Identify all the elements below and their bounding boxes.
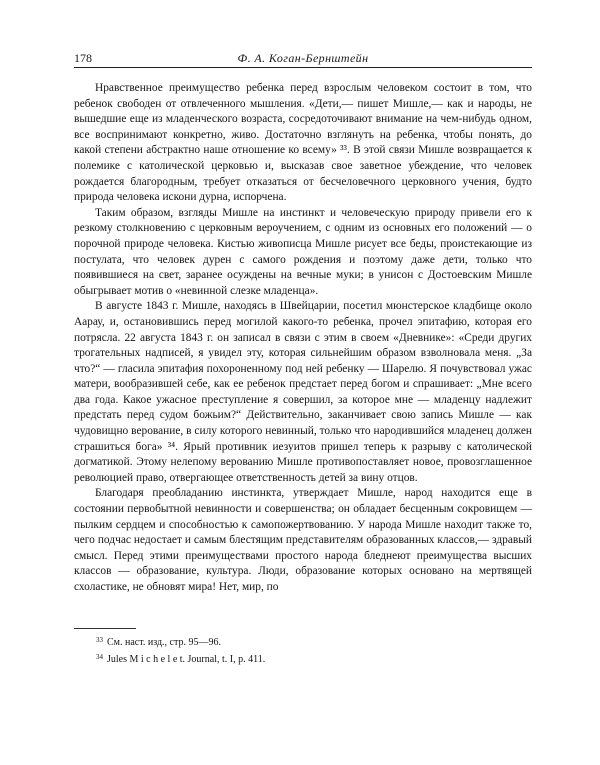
page-header: [74, 51, 532, 67]
page-number: 178: [74, 51, 92, 65]
footnotes: [96, 633, 516, 667]
paragraph: Благодаря преобладанию инстинкта, утверждает Мишле, народ находится еще в состоянии первобытной невинности и совершенства; он обладает бесценным сокровищем — пылким сердцем и способностью к самопожертвованию. У народа Мишле находит также то, чего подчас недостает и самым блестящим представителям образованных классов,— здравый смысл. Перед этими преимуществами простого народа бледнеют преимущества высших классов — образование, культура. Люди, образование которых основано на мертвящей схоластике, не обновят мира! Нет, мир, по: [74, 487, 532, 593]
footnote-mark: 33: [96, 636, 103, 644]
paragraph: Таким образом, взгляды Мишле на инстинкт и человеческую природу привели его к резкому столкновению с церковным вероучением, с одним из основных его положений — о порочной природе человека. Кистью живописца Мишле рисует все беды, проистекающие из постулата, что человек дурен с самого рождения и поэтому даже дети, только что появившиеся на свет, заранее осуждены на вечные муки; в унисон с Достоевским Мишле обыгрывает мотив о «невинной слезке младенца».: [74, 206, 532, 297]
footnote: [96, 650, 516, 667]
footnote-text: См. наст. изд., стр. 95—96.: [107, 637, 221, 648]
footnote-text: Jules M i c h e l e t. Journal, t. I, p. 411.: [107, 654, 266, 665]
paragraph: В августе 1843 г. Мишле, находясь в Швейцарии, посетил мюнстерское кладбище около Аарау, и, остановившись перед могилой какого-то ребенка, прочел эпитафию, которая его потрясла. 22 августа 1843 г. он записал в связи с этим в своем «Дневнике»: «Среди других трогательных надписей, я увидел эту, которая сильнейшим образом взволновала меня. „За что?“ — гласила эпитафия похороненному под ней ребенку — Шарелю. Я почувствовал ужас матери, вообразившей себе, как ее ребенок предстает перед богом и спрашивает: „Мне всего два года. Какое ужасное преступление я совершил, за которое мне — младенцу надлежит предстать перед судом божьим?“ Действительно, заканчивает свою запись Мишле — как чудовищно верование, в силу которого невинный, только что народившийся младенец должен страшиться бога» ³⁴. Ярый противник иезуитов пришел теперь к разрыву с католической догматикой. Этому нелепому верованию Мишле противопоставляет новое, провозглашенное революцией право, отвергающее ответственность детей за вину отцов.: [74, 300, 532, 484]
header-rule: [74, 67, 532, 68]
paragraph: Нравственное преимущество ребенка перед взрослым человеком состоит в том, что ребенок свободен от отвлеченного мышления. «Дети,— пишет Мишле,— как и народы, не вышедшие еще из младенческого возраста, сосредоточивают внимание на чем-нибудь одном, все воспринимают конкретно, живо. Достаточно взглянуть на ребенка, чтобы понять, до какой степени абстрактно наше отношение ко всему» ³³. В этой связи Мишле возвращается к полемике с католической церковью и, высказав свое заветное убеждение, что человек рождается благородным, требует отказаться от бесчеловечного церковного учения, будто природа человека искони дурна, испорчена.: [74, 82, 532, 204]
footnote-mark: 34: [96, 653, 103, 661]
footnote: [96, 633, 516, 650]
footnote-rule: [74, 628, 136, 629]
running-head: Ф. А. Коган-Бернштейн: [237, 51, 369, 65]
body-text: [74, 81, 532, 596]
